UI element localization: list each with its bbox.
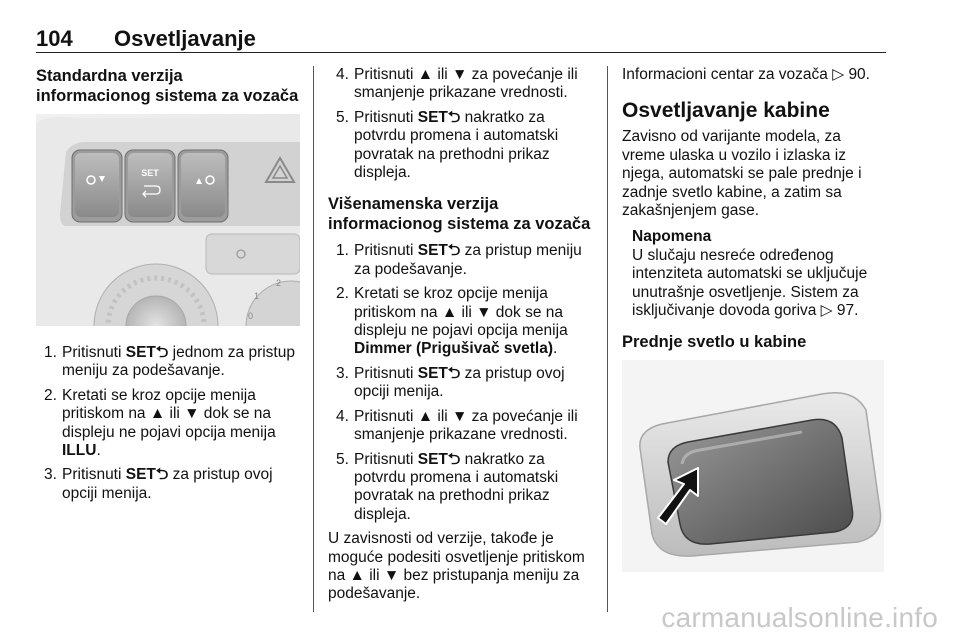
return-arrow-icon: ⮌ — [155, 466, 169, 484]
return-arrow-icon: ⮌ — [447, 450, 461, 468]
column-1 — [36, 66, 300, 509]
page-header — [36, 26, 886, 53]
dashboard-buttons-figure — [36, 114, 300, 326]
column-3 — [622, 66, 884, 572]
column-divider-2 — [607, 66, 608, 612]
return-arrow-icon: ⮌ — [447, 242, 461, 260]
closing-paragraph: U zavisnosti od verzije, takođe je moguće podesiti osvetljenje pritiskom na ▲ ili ▼ bez pristupanja meniju za podešavanje. — [328, 530, 585, 603]
list-item: 4. Pritisnuti ▲ ili ▼ za povećanje ili smanjenje prikazane vrednosti. — [336, 407, 578, 444]
dashboard-buttons-illustration — [36, 114, 300, 326]
section-heading-standard: Standardna verzija informacionog sistema za vozača — [36, 67, 299, 105]
return-arrow-icon: ⮌ — [447, 108, 461, 126]
column-2 — [328, 66, 596, 612]
steps-standard — [36, 344, 300, 503]
column-divider-1 — [313, 66, 314, 612]
list-item: 1. Pritisnuti SET⮌ jednom za pristup meniju za podešavanje. — [44, 344, 295, 380]
front-cabin-light-illustration — [622, 360, 884, 572]
list-item: 3. Pritisnuti SET⮌ za pristup ovoj opciji menija. — [336, 364, 565, 401]
list-item: 3. Pritisnuti SET⮌ za pristup ovoj opciji menija. — [44, 466, 273, 502]
section-heading-cabin-lighting: Osvetljavanje kabine — [622, 99, 830, 123]
steps-multifunction — [328, 242, 596, 524]
cabin-lighting-paragraph: Zavisno od varijante modela, za vreme ulaska u vozilo i izlaska iz njega, automatski se pale prednje i zadnje svetlo kabine, a zatim sa zakašnjenjem gase. — [622, 128, 862, 220]
page-number: 104 — [36, 26, 73, 51]
list-item: 2. Kretati se kroz opcije menija pritiskom na ▲ ili ▼ dok se na displeju ne pojavi opcija menija ILLU. — [44, 386, 276, 460]
steps-standard-continued — [328, 66, 596, 182]
front-cabin-light-figure — [622, 360, 884, 572]
svg-text:1: 1 — [254, 291, 260, 301]
set-label: SET — [141, 168, 159, 178]
page-title: Osvetljavanje — [114, 26, 256, 51]
section-heading-front-light: Prednje svetlo u kabine — [622, 333, 807, 352]
note-title: Napomena — [632, 228, 712, 246]
section-heading-multifunction: Višenamenska verzija informacionog sistema za vozača — [328, 195, 591, 234]
note-text: U slučaju nesreće određenog intenziteta automatski se uključuje unutrašnje osvetljenje. Sistem za isključivanje dovoda goriva ▷ 97. — [632, 246, 868, 320]
svg-text:2: 2 — [276, 278, 282, 288]
list-item: 5. Pritisnuti SET⮌ nakratko za potvrdu promena i automatski povratak na prethodni prikaz displeja. — [336, 450, 559, 523]
cross-reference-link[interactable]: Informacioni centar za vozača ▷ 90. — [622, 66, 870, 83]
note-box — [622, 228, 884, 320]
list-item: 5. Pritisnuti SET⮌ nakratko za potvrdu promena i automatski povratak na prethodni prikaz displeja. — [336, 108, 559, 182]
svg-text:0: 0 — [248, 311, 254, 321]
watermark: carmanualsonline.info — [661, 602, 938, 633]
return-arrow-icon: ⮌ — [155, 344, 169, 361]
list-item: 1. Pritisnuti SET⮌ za pristup meniju za podešavanje. — [336, 242, 582, 278]
list-item: 2. Kretati se kroz opcije menija pritiskom na ▲ ili ▼ dok se na displeju ne pojavi opcija menija Dimmer (Prigušivač svetla). — [336, 285, 568, 358]
list-item: 4. Pritisnuti ▲ ili ▼ za povećanje ili smanjenje prikazane vrednosti. — [336, 66, 578, 102]
return-arrow-icon: ⮌ — [447, 364, 461, 382]
